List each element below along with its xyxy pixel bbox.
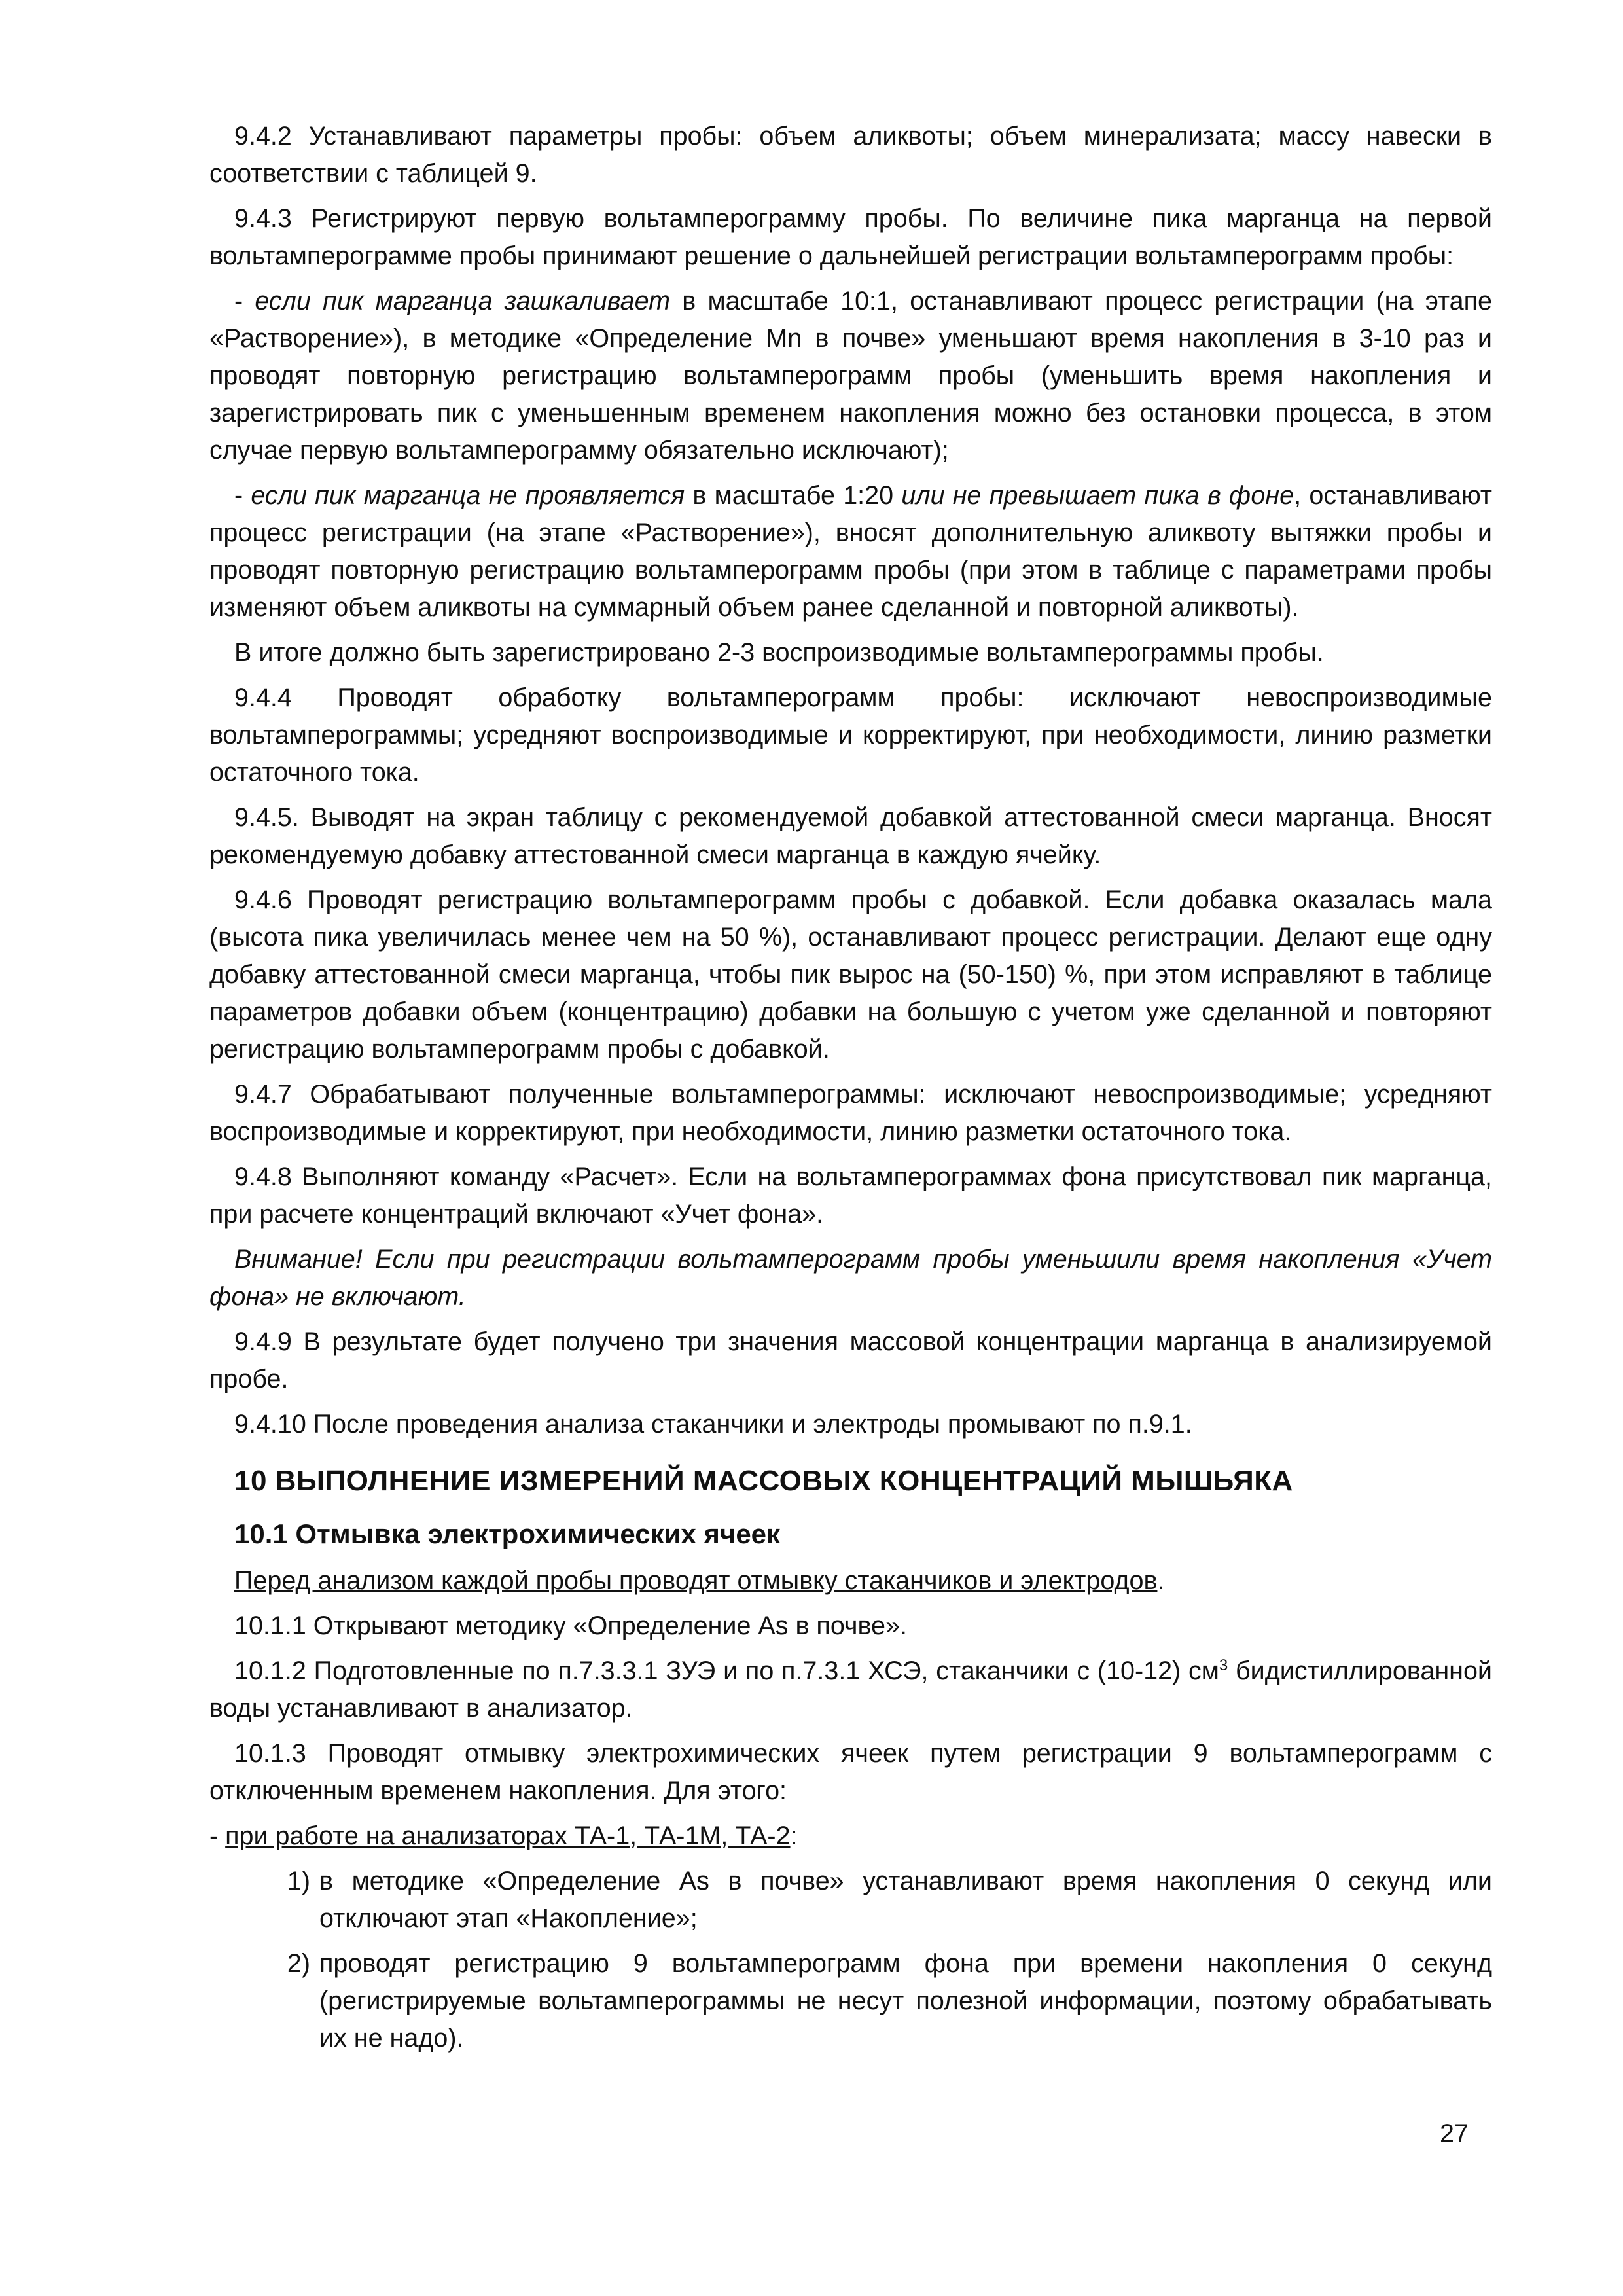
- list-item: [209, 1863, 1492, 1937]
- document-page: [209, 118, 1492, 2065]
- paragraph-9-4-6: 9.4.6 Проводят регистрацию вольтамперограмм пробы с добавкой. Если добавка оказалась мала (высота пика увеличилась менее чем на 50 %), останавливают процесс регистрации. Делают еще одну добавку аттестованной смеси марганца, чтобы пик вырос на (50-150) %, при этом исправляют в таблице параметров добавки объем (концентрацию) добавки на большую с учетом уже сделанной и повторяют регистрацию вольтамперограмм пробы с добавкой.: [209, 886, 1492, 1064]
- analyzers-colon: :: [790, 1821, 798, 1850]
- paragraph-10-1-1: 10.1.1 Открывают методику «Определение As в почве».: [234, 1611, 907, 1640]
- washing-intro-period: .: [1157, 1566, 1165, 1595]
- bullet-peak-absent-italic-1: если пик марганца не проявляется: [251, 481, 685, 510]
- step-text: проводят регистрацию 9 вольтамперограмм фона при времени накопления 0 секунд (регистрируемые вольтамперограммы не несут полезной информации, поэтому обрабатывать их не надо).: [319, 1949, 1492, 2053]
- step-number: 2): [287, 1949, 310, 1978]
- bullet-peak-overflow-text: в масштабе 10:1, останавливают процесс регистрации (на этапе «Растворение»), в методике «Определение Mn в почве» уменьшают время накопления в 3-10 раз и проводят повторную регистрацию вольтамперограмм пробы (уменьшить время накопления и зарегистрировать пик с уменьшенным временем накопления можно без остановки процесса, в этом случае первую вольтамперограмму обязательно исключают);: [209, 287, 1492, 465]
- list-item: [209, 1945, 1492, 2057]
- paragraph-9-4-10: 9.4.10 После проведения анализа стаканчики и электроды промывают по п.9.1.: [234, 1410, 1192, 1439]
- paragraph-9-4-8: 9.4.8 Выполняют команду «Расчет». Если на вольтамперограммах фона присутствовал пик марганца, при расчете концентраций включают «Учет фона».: [209, 1162, 1492, 1229]
- paragraph-10-1-2-part2: бидистиллированной воды устанавливают в анализатор.: [209, 1657, 1492, 1723]
- bullet-peak-absent-text: , останавливают процесс регистрации (на этапе «Растворение»), вносят дополнительную аликвоту вытяжки пробы и проводят повторную регистрацию вольтамперограмм пробы (при этом в таблице с параметрами пробы изменяют объем аликвоты на суммарный объем ранее сделанной и повторной аликвоты).: [209, 481, 1492, 622]
- analyzers-underlined: при работе на анализаторах ТА-1, ТА-1М, ТА-2: [225, 1821, 791, 1850]
- paragraph-10-1-2: [209, 1653, 1492, 1727]
- paragraph-washing-intro: [209, 1562, 1492, 1600]
- washing-intro-underlined: Перед анализом каждой пробы проводят отмывку стаканчиков и электродов: [234, 1566, 1158, 1595]
- subsection-heading-10-1: 10.1 Отмывка электрохимических ячеек: [234, 1518, 781, 1549]
- paragraph-9-4-9: 9.4.9 В результате будет получено три значения массовой концентрации марганца в анализируемой пробе.: [209, 1327, 1492, 1393]
- step-number: 1): [287, 1867, 310, 1895]
- bullet-peak-overflow: - если пик марганца зашкаливает в масштабе 10:1, останавливают процесс регистрации (на этапе «Растворение»), в методике «Определение Mn в почве» уменьшают время накопления в 3-10 раз и проводят повторную регистрацию вольтамперограмм пробы (уменьшить время накопления и зарегистрировать пик с уменьшенным временем накопления можно без остановки процесса, в этом случае первую вольтамперограмму обязательно исключают);: [209, 287, 1492, 465]
- step-text: в методике «Определение As в почве» устанавливают время накопления 0 секунд или отключают этап «Накопление»;: [319, 1867, 1492, 1933]
- section-heading-10: 10 ВЫПОЛНЕНИЕ ИЗМЕРЕНИЙ МАССОВЫХ КОНЦЕНТРАЦИЙ МЫШЬЯКА: [234, 1465, 1293, 1497]
- paragraph-10-1-3: 10.1.3 Проводят отмывку электрохимических ячеек путем регистрации 9 вольтамперограмм с отключенным временем накопления. Для этого:: [209, 1739, 1492, 1805]
- paragraph-10-1-2-part1: 10.1.2 Подготовленные по п.7.3.3.1 ЗУЭ и по п.7.3.1 ХСЭ, стаканчики с (10-12) см: [234, 1657, 1219, 1685]
- paragraph-9-4-7: 9.4.7 Обрабатывают полученные вольтамперограммы: исключают невоспроизводимые; усредняют воспроизводимые и корректируют, при необходимости, линию разметки остаточного тока.: [209, 1080, 1492, 1146]
- bullet-peak-absent-scale: в масштабе 1:20: [685, 481, 902, 510]
- paragraph-9-4-5: 9.4.5. Выводят на экран таблицу с рекомендуемой добавкой аттестованной смеси марганца. Вносят рекомендуемую добавку аттестованной смеси марганца в каждую ячейку.: [209, 803, 1492, 869]
- bullet-peak-absent: - если пик марганца не проявляется в масштабе 1:20 или не превышает пика в фоне, останавливают процесс регистрации (на этапе «Растворение»), вносят дополнительную аликвоту вытяжки пробы и проводят повторную регистрацию вольтамперограмм пробы (при этом в таблице с параметрами пробы изменяют объем аликвоты на суммарный объем ранее сделанной и повторной аликвоты).: [209, 481, 1492, 622]
- cubic-superscript: 3: [1219, 1656, 1228, 1674]
- warning-note-text: Внимание! Если при регистрации вольтамперограмм пробы уменьшили время накопления «Учет фона» не включают.: [209, 1245, 1492, 1311]
- analyzers-line: - при работе на анализаторах ТА-1, ТА-1М, ТА-2:: [209, 1821, 798, 1850]
- steps-list: [209, 1863, 1492, 2057]
- bullet-peak-overflow-italic: если пик марганца зашкаливает: [255, 287, 671, 315]
- paragraph-9-4-2: 9.4.2 Устанавливают параметры пробы: объем аликвоты; объем минерализата; массу навески в соответствии с таблицей 9.: [209, 122, 1492, 188]
- paragraph-9-4-4: 9.4.4 Проводят обработку вольтамперограмм пробы: исключают невоспроизводимые вольтамперограммы; усредняют воспроизводимые и корректируют, при необходимости, линию разметки остаточного тока.: [209, 683, 1492, 787]
- warning-note: [209, 1241, 1492, 1316]
- page-number: 27: [1440, 2119, 1469, 2148]
- paragraph-9-4-3: 9.4.3 Регистрируют первую вольтамперограмму пробы. По величине пика марганца на первой вольтамперограмме пробы принимают решение о дальнейшей регистрации вольтамперограмм пробы:: [209, 204, 1492, 270]
- paragraph-result-summary: В итоге должно быть зарегистрировано 2-3 воспроизводимые вольтамперограммы пробы.: [234, 638, 1324, 667]
- bullet-peak-absent-italic-2: или не превышает пика в фоне: [901, 481, 1294, 510]
